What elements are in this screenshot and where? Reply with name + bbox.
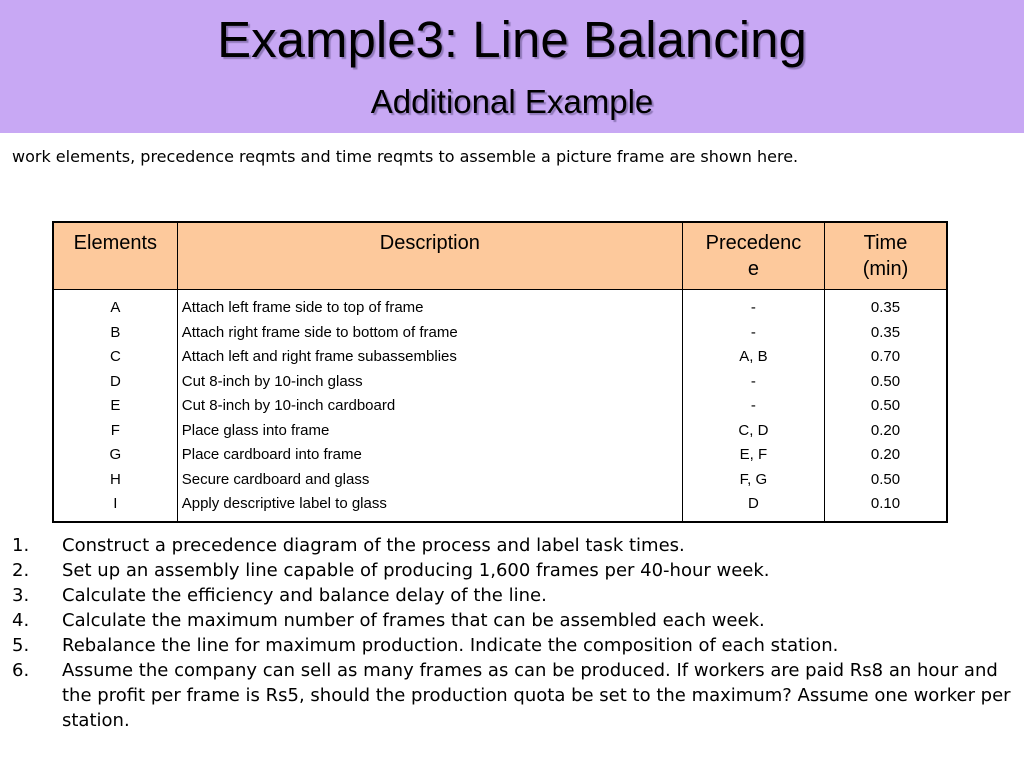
time-cell: 0.10	[870, 495, 901, 512]
time-cell: 0.20	[870, 446, 901, 463]
element-cell: D	[109, 372, 121, 390]
item-number: 5.	[12, 635, 30, 656]
elements-column	[53, 290, 177, 522]
list-item	[12, 633, 1012, 658]
precedence-cell: E, F	[739, 446, 768, 463]
precedence-cell: D	[748, 495, 759, 512]
header-precedence	[682, 222, 824, 290]
header-precedence-line1: Precedenc	[705, 232, 802, 254]
item-number: 2.	[12, 560, 30, 581]
header-precedence-line2: e	[747, 258, 759, 280]
item-number: 4.	[12, 610, 30, 631]
element-cell: B	[110, 323, 121, 341]
slide-subtitle: Additional Example	[370, 83, 654, 120]
time-cell: 0.35	[870, 323, 901, 341]
element-cell: I	[113, 495, 118, 512]
element-cell: C	[109, 348, 121, 365]
precedence-cell: A, B	[739, 348, 768, 365]
description-cell: Cut 8-inch by 10-inch glass	[181, 372, 363, 390]
description-cell: Place cardboard into frame	[181, 446, 362, 463]
time-cell: 0.20	[870, 421, 901, 439]
slide-title: Example3: Line Balancing	[217, 11, 807, 68]
header-time-line1: Time	[863, 232, 908, 254]
time-cell: 0.50	[870, 470, 901, 488]
title-banner	[0, 0, 1024, 133]
time-cell: 0.50	[870, 397, 901, 414]
precedence-cell: C, D	[738, 421, 769, 439]
element-cell: G	[109, 446, 122, 463]
description-cell: Place glass into frame	[181, 421, 330, 439]
header-description: Description	[177, 222, 682, 290]
table-header-row	[53, 222, 947, 290]
header-time-line2: (min)	[862, 258, 909, 280]
precedence-column	[682, 290, 824, 522]
item-text: Calculate the efficiency and balance delay of the line.	[62, 585, 547, 606]
item-number: 3.	[12, 585, 30, 606]
item-text: Assume the company can sell as many frames as can be produced. If workers are paid Rs8 an hour and the profit per frame is Rs5, should the production quota be set to the maximum? Assume one worker per station.	[62, 660, 1011, 731]
list-item	[12, 608, 1012, 633]
header-time	[824, 222, 947, 290]
item-text: Calculate the maximum number of frames that can be assembled each week.	[62, 610, 765, 631]
precedence-cell: -	[750, 397, 756, 414]
item-text: Set up an assembly line capable of producing 1,600 frames per 40-hour week.	[62, 560, 770, 581]
time-cell: 0.35	[870, 299, 901, 316]
list-item	[12, 658, 1012, 733]
table-body-row	[53, 290, 947, 522]
time-cell: 0.70	[870, 348, 901, 365]
intro-text: work elements, precedence reqmts and time reqmts to assemble a picture frame are shown here.	[12, 147, 799, 166]
precedence-cell: -	[750, 299, 756, 316]
work-elements-table	[52, 221, 948, 523]
description-cell: Attach right frame side to bottom of frame	[181, 323, 458, 341]
list-item	[12, 583, 1012, 608]
item-text: Rebalance the line for maximum production. Indicate the composition of each station.	[62, 635, 839, 656]
list-item	[12, 558, 1012, 583]
description-column	[177, 290, 682, 522]
description-cell: Attach left and right frame subassemblies	[181, 348, 457, 365]
description-cell: Secure cardboard and glass	[181, 470, 370, 488]
element-cell: F	[110, 421, 120, 439]
element-cell: E	[110, 397, 121, 414]
precedence-cell: -	[750, 372, 756, 390]
item-number: 1.	[12, 535, 30, 556]
description-cell: Cut 8-inch by 10-inch cardboard	[181, 397, 396, 414]
header-elements: Elements	[53, 222, 177, 290]
questions-list	[12, 533, 1012, 733]
item-number: 6.	[12, 660, 30, 681]
time-cell: 0.50	[870, 372, 901, 390]
element-cell: H	[109, 470, 121, 488]
list-item	[12, 533, 1012, 558]
item-text: Construct a precedence diagram of the process and label task times.	[62, 535, 685, 556]
description-cell: Apply descriptive label to glass	[181, 495, 387, 512]
precedence-cell: -	[750, 323, 756, 341]
element-cell: A	[110, 299, 121, 316]
description-cell: Attach left frame side to top of frame	[181, 299, 424, 316]
precedence-cell: F, G	[739, 470, 768, 488]
time-column	[824, 290, 947, 522]
